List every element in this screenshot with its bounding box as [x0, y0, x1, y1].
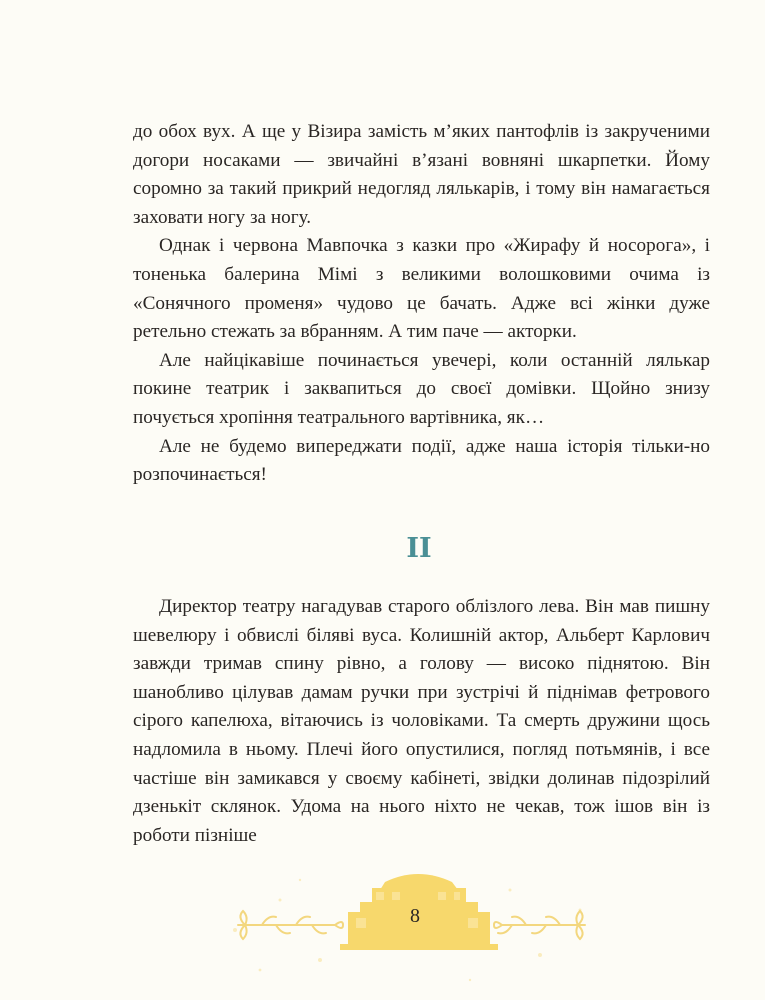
page-number: 8 [410, 905, 420, 927]
paragraph: до обох вух. А ще у Візира замість м’яких пантофлів із закрученими догори носаками — звичайні в’язані вовняні шкарпетки. Йому соромно за такий прикрий недогляд лялькарів, і тому він намагається заховати ногу за ногу. [133, 121, 710, 228]
theater-building-icon [0, 860, 765, 1000]
left-ornament [238, 911, 343, 939]
text-section-1 [133, 118, 710, 490]
paragraph: Директор театру нагадував старого облізлого лева. Він мав пишну шевелюру і обвислі біляві вуса. Колишній актор, Альберт Карлович завжди тримав спину рівно, а голову — високо піднятою. Він шанобливо цілував дамам ручки при зустрічі й піднімав фетрового сірого капелюха, вітаючись із чоловіками. Та смерть дружини щось надломила в ньому. Плечі його опустилися, погляд потьмянів, і все частіше він замикався у своєму кабінеті, звідки долинав підозрілий дзенькіт склянок. Удома на нього ніхто не чекав, тож ішов він із роботи пізніше [133, 596, 710, 846]
paragraph: Але не будемо випереджати події, адже наша історія тільки-но розпочинається! [133, 435, 710, 486]
right-ornament [494, 911, 585, 939]
chapter-number: II [406, 533, 432, 564]
page-footer [0, 860, 765, 1000]
paragraph: Однак і червона Мавпочка з казки про «Жирафу й носорога», і тоненька балерина Мімі з великими волошковими очима із «Сонячного променя» чудово це бачать. Адже всі жінки дуже ретельно стежать за вбранням. А тим паче — акторки. [133, 235, 710, 343]
text-section-2 [133, 593, 710, 850]
paragraph: Але найцікавіше починається увечері, коли останній лялькар покине театрик і заквапиться до своєї домівки. Щойно знизу почується хропіння театрального вартівника, як… [133, 349, 710, 428]
